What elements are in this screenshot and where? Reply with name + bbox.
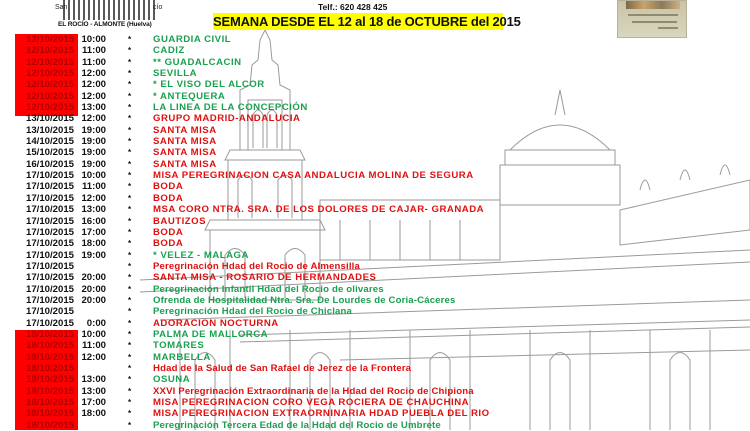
poster-text-line — [632, 21, 677, 23]
schedule-mark: * — [128, 250, 132, 260]
schedule-time: 17:00 — [81, 226, 106, 238]
schedule-event: Ofrenda de Hospitalidad Ntra. Sra. De Lourdes de Coria-Cáceres — [153, 294, 456, 306]
schedule-time: 13:00 — [81, 374, 106, 386]
schedule-row — [0, 216, 750, 227]
schedule-event: * ANTEQUERA — [153, 90, 226, 102]
schedule-event: SANTA MISA — [153, 158, 217, 170]
schedule-event: SANTA MISA - ROSARIO DE HERMANDADES — [153, 272, 377, 284]
schedule-event: OSUNA — [153, 374, 191, 386]
schedule-event: LA LINEA DE LA CONCEPCIÓN — [153, 102, 308, 114]
schedule-date: 18/10/2015 — [26, 362, 75, 374]
schedule-date: 13/10/2015 — [26, 124, 75, 136]
phone-number: Telf.: 620 428 425 — [318, 2, 388, 12]
schedule-event: Peregrinación Hdad del Rocio de Chiclana — [153, 306, 352, 318]
schedule-time: 18:00 — [81, 408, 106, 420]
schedule-date: 18/10/2015 — [26, 419, 75, 431]
schedule-mark: * — [128, 318, 132, 328]
schedule-row — [0, 272, 750, 283]
schedule-row — [0, 284, 750, 295]
schedule-row — [0, 181, 750, 192]
schedule-time: 17:00 — [81, 397, 106, 408]
schedule-event: BAUTIZOS — [153, 215, 207, 227]
schedule-mark: * — [128, 91, 132, 101]
schedule-row — [0, 68, 750, 79]
schedule-time: 19:00 — [81, 147, 106, 159]
schedule-date: 12/10/2015 — [26, 68, 75, 80]
schedule-row — [0, 193, 750, 204]
schedule-time: 10:00 — [81, 170, 106, 182]
schedule-row — [0, 91, 750, 102]
schedule-date: 12/10/2015 — [26, 102, 75, 114]
schedule-date: 17/10/2015 — [26, 260, 75, 272]
schedule-mark: * — [128, 103, 132, 113]
poster-image — [626, 1, 680, 9]
schedule-mark: * — [128, 398, 132, 407]
schedule-mark: * — [128, 57, 132, 67]
schedule-row — [0, 136, 750, 147]
schedule-mark: * — [128, 352, 132, 362]
schedule-row — [0, 159, 750, 170]
schedule-date: 17/10/2015 — [26, 283, 75, 295]
schedule-row — [0, 408, 750, 419]
schedule-date: 18/10/2015 — [26, 408, 75, 420]
schedule-mark: * — [128, 239, 132, 249]
schedule-date: 17/10/2015 — [26, 204, 75, 216]
schedule-mark: * — [128, 295, 132, 305]
poster-text-line — [628, 14, 678, 16]
schedule-row — [0, 238, 750, 249]
schedule-time: 12:00 — [81, 90, 106, 102]
schedule-row — [0, 318, 750, 329]
schedule-mark: * — [128, 409, 132, 419]
schedule-row — [0, 329, 750, 340]
schedule-mark: * — [128, 227, 132, 237]
schedule-mark: * — [128, 375, 132, 385]
schedule-time: 18:00 — [81, 238, 106, 250]
schedule-time: 0:00 — [86, 317, 106, 329]
schedule-event: Hdad de la Salud de San Rafael de Jerez de la Frontera — [153, 362, 412, 374]
schedule-event: CADIZ — [153, 45, 185, 57]
schedule-row — [0, 295, 750, 306]
schedule-row — [0, 45, 750, 56]
schedule-date: 17/10/2015 — [26, 294, 75, 306]
sanctuary-logo — [55, 0, 165, 30]
schedule-time: 16:00 — [81, 215, 106, 227]
schedule-row — [0, 170, 750, 181]
schedule-mark: * — [128, 273, 132, 283]
schedule-row — [0, 250, 750, 261]
schedule-mark: * — [128, 125, 132, 135]
schedule-row — [0, 57, 750, 68]
schedule-time: 19:00 — [81, 158, 106, 170]
schedule-mark: * — [128, 193, 132, 203]
schedule-date: 12/10/2015 — [26, 34, 75, 45]
schedule-mark: * — [128, 69, 132, 79]
schedule-event: XXVI Peregrinación Extraordinaria de la Hdad del Rocio de Chipiona — [153, 385, 474, 397]
schedule-event: Peregrinación Hdad del Rocio de Almensilla — [153, 260, 360, 272]
schedule-date: 18/10/2015 — [26, 351, 75, 363]
schedule-row — [0, 397, 750, 408]
schedule-time: 19:00 — [81, 249, 106, 261]
schedule-time: 11:00 — [81, 56, 106, 68]
schedule-mark: * — [128, 261, 132, 271]
logo-side-text-right: cío — [153, 4, 163, 11]
schedule-row — [0, 352, 750, 363]
schedule-event: GUARDIA CIVIL — [153, 34, 232, 45]
schedule-time: 12:00 — [81, 351, 106, 363]
schedule-mark: * — [128, 216, 132, 226]
schedule-event: SANTA MISA — [153, 136, 217, 148]
schedule-date: 16/10/2015 — [26, 158, 75, 170]
schedule-date: 17/10/2015 — [26, 306, 75, 318]
schedule-time: 19:00 — [81, 136, 106, 148]
schedule-event: * VELEZ - MALAGA — [153, 249, 249, 261]
schedule-date: 18/10/2015 — [26, 385, 75, 397]
schedule-date: 17/10/2015 — [26, 238, 75, 250]
schedule-date: 17/10/2015 — [26, 272, 75, 284]
schedule-row — [0, 34, 750, 45]
schedule-event: SEVILLA — [153, 68, 198, 80]
schedule-date: 12/10/2015 — [26, 90, 75, 102]
schedule-event: MSA CORO NTRA. SRA. DE LOS DOLORES DE CAJAR- GRANADA — [153, 204, 485, 216]
schedule-date: 17/10/2015 — [26, 181, 75, 193]
schedule-event: BODA — [153, 192, 184, 204]
schedule-row — [0, 374, 750, 385]
schedule-time: 19:00 — [81, 124, 106, 136]
schedule-mark: * — [128, 205, 132, 215]
schedule-row — [0, 386, 750, 397]
schedule-time: 11:00 — [81, 340, 106, 352]
schedule-row — [0, 125, 750, 136]
schedule-time: 20:00 — [81, 294, 106, 306]
logo-side-text-left: San — [55, 4, 68, 11]
schedule-row — [0, 420, 750, 431]
schedule-row — [0, 227, 750, 238]
schedule-row — [0, 261, 750, 272]
schedule-time: 13:00 — [81, 385, 106, 397]
schedule-date: 18/10/2015 — [26, 340, 75, 352]
schedule-mark: * — [128, 420, 132, 430]
schedule-date: 17/10/2015 — [26, 215, 75, 227]
schedule-mark: * — [128, 182, 132, 192]
schedule-date: 17/10/2015 — [26, 317, 75, 329]
schedule-event: ADORACION NOCTURNA — [153, 317, 279, 329]
schedule-time: 11:00 — [81, 181, 106, 193]
schedule-row — [0, 79, 750, 90]
schedule-event: Peregrinación Infantil Hdad del Rocio de olivares — [153, 283, 384, 295]
schedule-event: MISA PEREGRINACION CASA ANDALUCIA MOLINA DE SEGURA — [153, 170, 474, 182]
schedule-event: MARBELLA — [153, 351, 211, 363]
schedule-date: 17/10/2015 — [26, 170, 75, 182]
schedule-mark: * — [128, 114, 132, 124]
schedule-time: 12:00 — [81, 79, 106, 91]
schedule-event: MISA PEREGRINACION EXTRAORNINARIA HDAD PUEBLA DEL RIO — [153, 408, 490, 420]
schedule-date: 13/10/2015 — [26, 113, 75, 125]
schedule-time: 10:00 — [81, 328, 106, 340]
schedule-time: 12:00 — [81, 192, 106, 204]
schedule-mark: * — [128, 159, 132, 169]
schedule-row — [0, 340, 750, 351]
schedule-mark: * — [128, 46, 132, 56]
schedule-date: 18/10/2015 — [26, 397, 75, 408]
schedule-row — [0, 204, 750, 215]
schedule-date: 15/10/2015 — [26, 147, 75, 159]
schedule-event: SANTA MISA — [153, 147, 217, 159]
schedule-time: 20:00 — [81, 272, 106, 284]
schedule-event: * EL VISO DEL ALCOR — [153, 79, 265, 91]
schedule-time: 12:00 — [81, 113, 106, 125]
schedule-date: 12/10/2015 — [26, 56, 75, 68]
schedule-event: BODA — [153, 181, 184, 193]
schedule-event: TOMARES — [153, 340, 205, 352]
schedule-mark: * — [128, 307, 132, 317]
schedule-date: 12/10/2015 — [26, 45, 75, 57]
schedule-mark: * — [128, 284, 132, 294]
schedule-mark: * — [128, 148, 132, 158]
schedule-time: 11:00 — [81, 45, 106, 57]
schedule-event: PALMA DE MALLORCA — [153, 328, 269, 340]
schedule-mark: * — [128, 386, 132, 396]
schedule-date: 14/10/2015 — [26, 136, 75, 148]
schedule-mark: * — [128, 80, 132, 90]
schedule-mark: * — [128, 341, 132, 351]
schedule-row — [0, 102, 750, 113]
schedule-date: 17/10/2015 — [26, 192, 75, 204]
schedule-mark: * — [128, 329, 132, 339]
schedule-event: BODA — [153, 226, 184, 238]
schedule-date: 17/10/2015 — [26, 249, 75, 261]
schedule-event: GRUPO MADRID-ANDALUCIA — [153, 113, 301, 125]
schedule-event: MISA PEREGRINACION CORO VEGA ROCIERA DE CHAUCHINA — [153, 397, 470, 408]
schedule-row — [0, 363, 750, 374]
schedule-mark: * — [128, 35, 132, 44]
schedule-date: 17/10/2015 — [26, 226, 75, 238]
schedule-event: Peregrinación Tercera Edad de la Hdad del Rocio de Umbrete — [153, 419, 441, 431]
schedule-mark: * — [128, 137, 132, 147]
schedule-mark: * — [128, 171, 132, 181]
schedule-event: BODA — [153, 238, 184, 250]
schedule-event: SANTA MISA — [153, 124, 217, 136]
schedule-time: 10:00 — [81, 34, 106, 45]
schedule-list — [0, 34, 750, 431]
schedule-event: ** GUADALCACIN — [153, 56, 242, 68]
schedule-date: 18/10/2015 — [26, 374, 75, 386]
sanctuary-logo-image — [63, 0, 157, 20]
logo-caption: EL ROCÍO - ALMONTE (Huelva) — [58, 21, 152, 28]
schedule-time: 13:00 — [81, 204, 106, 216]
schedule-date: 18/10/2015 — [26, 328, 75, 340]
schedule-time: 13:00 — [81, 102, 106, 114]
schedule-row — [0, 147, 750, 158]
page-title: SEMANA DESDE EL 12 al 18 de OCTUBRE del 2015 — [213, 14, 521, 29]
schedule-row — [0, 306, 750, 317]
schedule-mark: * — [128, 363, 132, 373]
poster-text-line — [658, 27, 678, 29]
schedule-row — [0, 113, 750, 124]
poster-thumbnail — [617, 0, 687, 38]
schedule-time: 12:00 — [81, 68, 106, 80]
schedule-time: 20:00 — [81, 283, 106, 295]
schedule-date: 12/10/2015 — [26, 79, 75, 91]
